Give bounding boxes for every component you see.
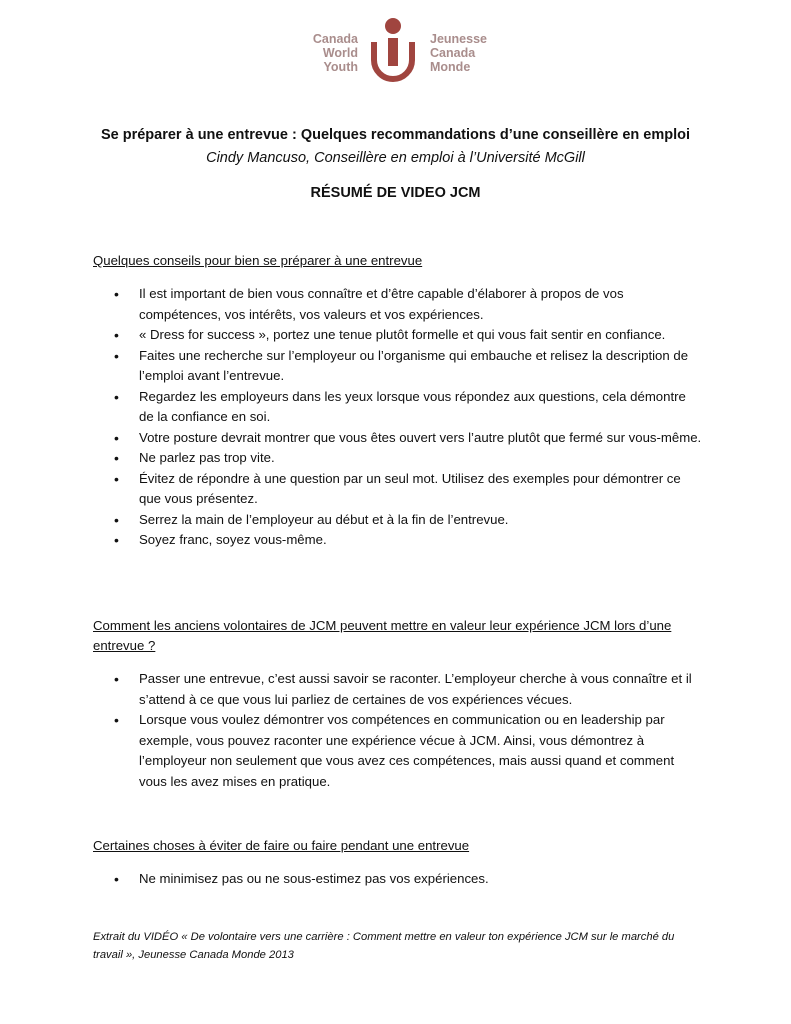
list-item: • Ne minimisez pas ou ne sous-estimez pas vos expériences. [93,869,703,890]
list-item: • Il est important de bien vous connaître et d’être capable d’élaborer à propos de vos compétences, vos intérêts, vos valeurs et vos expériences. [93,284,703,325]
section-title-volunteer-experience: Comment les anciens volontaires de JCM peuvent mettre en valeur leur expérience JCM lors d’une entrevue ? [93,618,672,653]
list-item: • « Dress for success », portez une tenue plutôt formelle et qui vous fait sentir en confiance. [93,325,703,346]
logo-text-french [430,32,510,74]
logo-text-line: Youth [323,60,358,74]
list-item: • Passer une entrevue, c’est aussi savoir se raconter. L’employeur cherche à vous connaître et il s’attend à ce que vous lui parliez de certaines de vos expériences vécues. [93,669,703,710]
list-volunteer-experience [93,669,703,792]
list-item: • Évitez de répondre à une question par un seul mot. Utilisez des exemples pour démontrer ce que vous présentez. [93,469,703,510]
document-subtitle: Cindy Mancuso, Conseillère en emploi à l’Université McGill [206,150,585,166]
list-item: • Faites une recherche sur l’employeur ou l’organisme qui embauche et relisez la description de l’emploi avant l’entrevue. [93,346,703,387]
logo-text-line: World [322,46,358,60]
logo-text-english [300,32,358,74]
document-title: Se préparer à une entrevue : Quelques recommandations d’une conseillère en emploi [100,127,691,143]
list-item: • Ne parlez pas trop vite. [93,448,703,469]
logo-emblem-icon [368,16,418,84]
list-item: • Lorsque vous voulez démontrer vos compétences en communication ou en leadership par exemple, vous pouvez raconter une expérience vécue à JCM. Ainsi, vous démontrez à l’employeur non seulement que vous avez ces compétences, mais aussi quand et comment vous les avez mises en pratique. [93,710,703,792]
logo-text-line: Jeunesse [430,32,487,46]
logo-text-line: Canada [312,32,358,46]
list-item: • Votre posture devrait montrer que vous êtes ouvert vers l’autre plutôt que fermé sur vous-même. [93,428,703,449]
section-title-things-to-avoid: Certaines choses à éviter de faire ou faire pendant une entrevue [93,838,470,853]
document-heading: RÉSUMÉ DE VIDEO JCM [310,185,481,201]
logo-text-line: Monde [430,60,471,74]
list-item: • Soyez franc, soyez vous-même. [93,530,703,551]
section-title-preparation: Quelques conseils pour bien se préparer à une entrevue [93,253,423,268]
list-preparation-tips [93,284,703,551]
list-things-to-avoid [93,869,703,890]
logo-text-line: Canada [430,46,476,60]
list-item: • Regardez les employeurs dans les yeux lorsque vous répondez aux questions, cela démontre de la confiance en soi. [93,387,703,428]
logo [300,14,500,86]
footer-source-note: Extrait du VIDÉO « De volontaire vers une carrière : Comment mettre en valeur ton expérience JCM sur le marché du travail », Jeunesse Canada Monde 2013 [93,931,675,961]
list-item: • Serrez la main de l’employeur au début et à la fin de l’entrevue. [93,510,703,531]
